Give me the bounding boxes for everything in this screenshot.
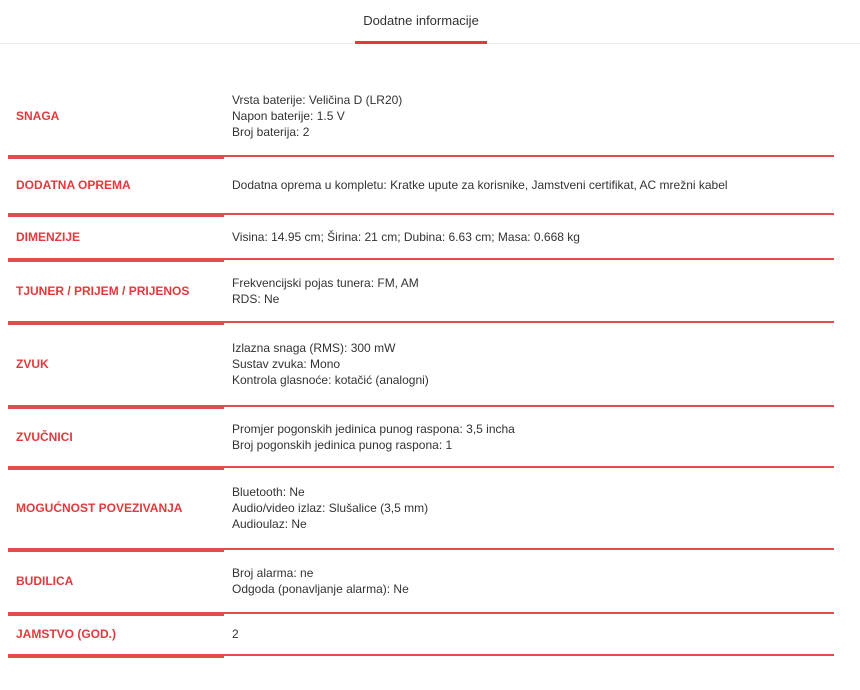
spec-row-dimenzije: [8, 215, 834, 260]
spec-value-line: RDS: Ne: [232, 291, 280, 306]
spec-value: [232, 229, 834, 245]
spec-label: BUDILICA: [16, 574, 74, 588]
active-tab-indicator: [355, 41, 487, 44]
spec-value-line: Napon baterije: 1.5 V: [232, 108, 345, 123]
spec-value: [232, 484, 834, 532]
spec-value-line: Vrsta baterije: Veličina D (LR20): [232, 92, 403, 107]
tab-bar: [0, 0, 860, 44]
spec-value: [232, 340, 834, 388]
spec-row-zvuk: [8, 323, 834, 407]
spec-value-line: Visina: 14.95 cm; Širina: 21 cm; Dubina: 6.63 cm; Masa: 0.668 kg: [232, 229, 580, 244]
spec-row-tjuner: [8, 260, 834, 323]
spec-value: [232, 421, 834, 453]
spec-table: [8, 76, 834, 656]
spec-value-line: 2: [232, 627, 239, 641]
spec-value-line: Kontrola glasnoće: kotačić (analogni): [232, 373, 429, 387]
spec-value: [232, 177, 834, 193]
spec-value: [232, 92, 834, 140]
spec-value-line: Frekvencijski pojas tunera: FM, AM: [232, 275, 419, 290]
spec-label: MOGUĆNOST POVEZIVANJA: [16, 501, 183, 515]
spec-row-jamstvo: [8, 614, 834, 656]
spec-row-dodatna-oprema: [8, 157, 834, 215]
spec-row-povezivanje: [8, 468, 834, 550]
spec-value-line: Broj baterija: 2: [232, 124, 310, 139]
spec-label: SNAGA: [16, 108, 60, 123]
spec-label: ZVUK: [16, 357, 49, 371]
spec-value-line: Bluetooth: Ne: [232, 485, 305, 499]
spec-value: [232, 565, 834, 597]
spec-label: DIMENZIJE: [16, 229, 81, 244]
spec-label: JAMSTVO (GOD.): [16, 627, 117, 641]
spec-value-line: Promjer pogonskih jedinica punog raspona: 3,5 incha: [232, 421, 515, 436]
spec-value-line: Broj pogonskih jedinica punog raspona: 1: [232, 437, 453, 452]
spec-label: TJUNER / PRIJEM / PRIJENOS: [16, 283, 190, 298]
spec-row-zvucnici: [8, 407, 834, 468]
spec-row-budilica: [8, 550, 834, 614]
spec-value-line: Audio/video izlaz: Slušalice (3,5 mm): [232, 501, 429, 515]
spec-label: DODATNA OPREMA: [16, 178, 131, 192]
tab-dodatne-informacije[interactable]: [355, 0, 487, 43]
tab-label: Dodatne informacije: [363, 13, 479, 28]
spec-value-line: Odgoda (ponavljanje alarma): Ne: [232, 582, 409, 596]
spec-label: ZVUČNICI: [16, 429, 73, 444]
spec-value-line: Izlazna snaga (RMS): 300 mW: [232, 341, 396, 355]
spec-value-line: Sustav zvuka: Mono: [232, 357, 341, 371]
spec-value-line: Audioulaz: Ne: [232, 517, 307, 531]
spec-value-line: Dodatna oprema u kompletu: Kratke upute za korisnike, Jamstveni certifikat, AC mrežni kabel: [232, 178, 728, 192]
spec-value: [232, 626, 834, 642]
spec-value: [232, 275, 834, 307]
row-accent-bar: [8, 654, 224, 658]
spec-row-snaga: [8, 76, 834, 157]
spec-value-line: Broj alarma: ne: [232, 566, 314, 580]
